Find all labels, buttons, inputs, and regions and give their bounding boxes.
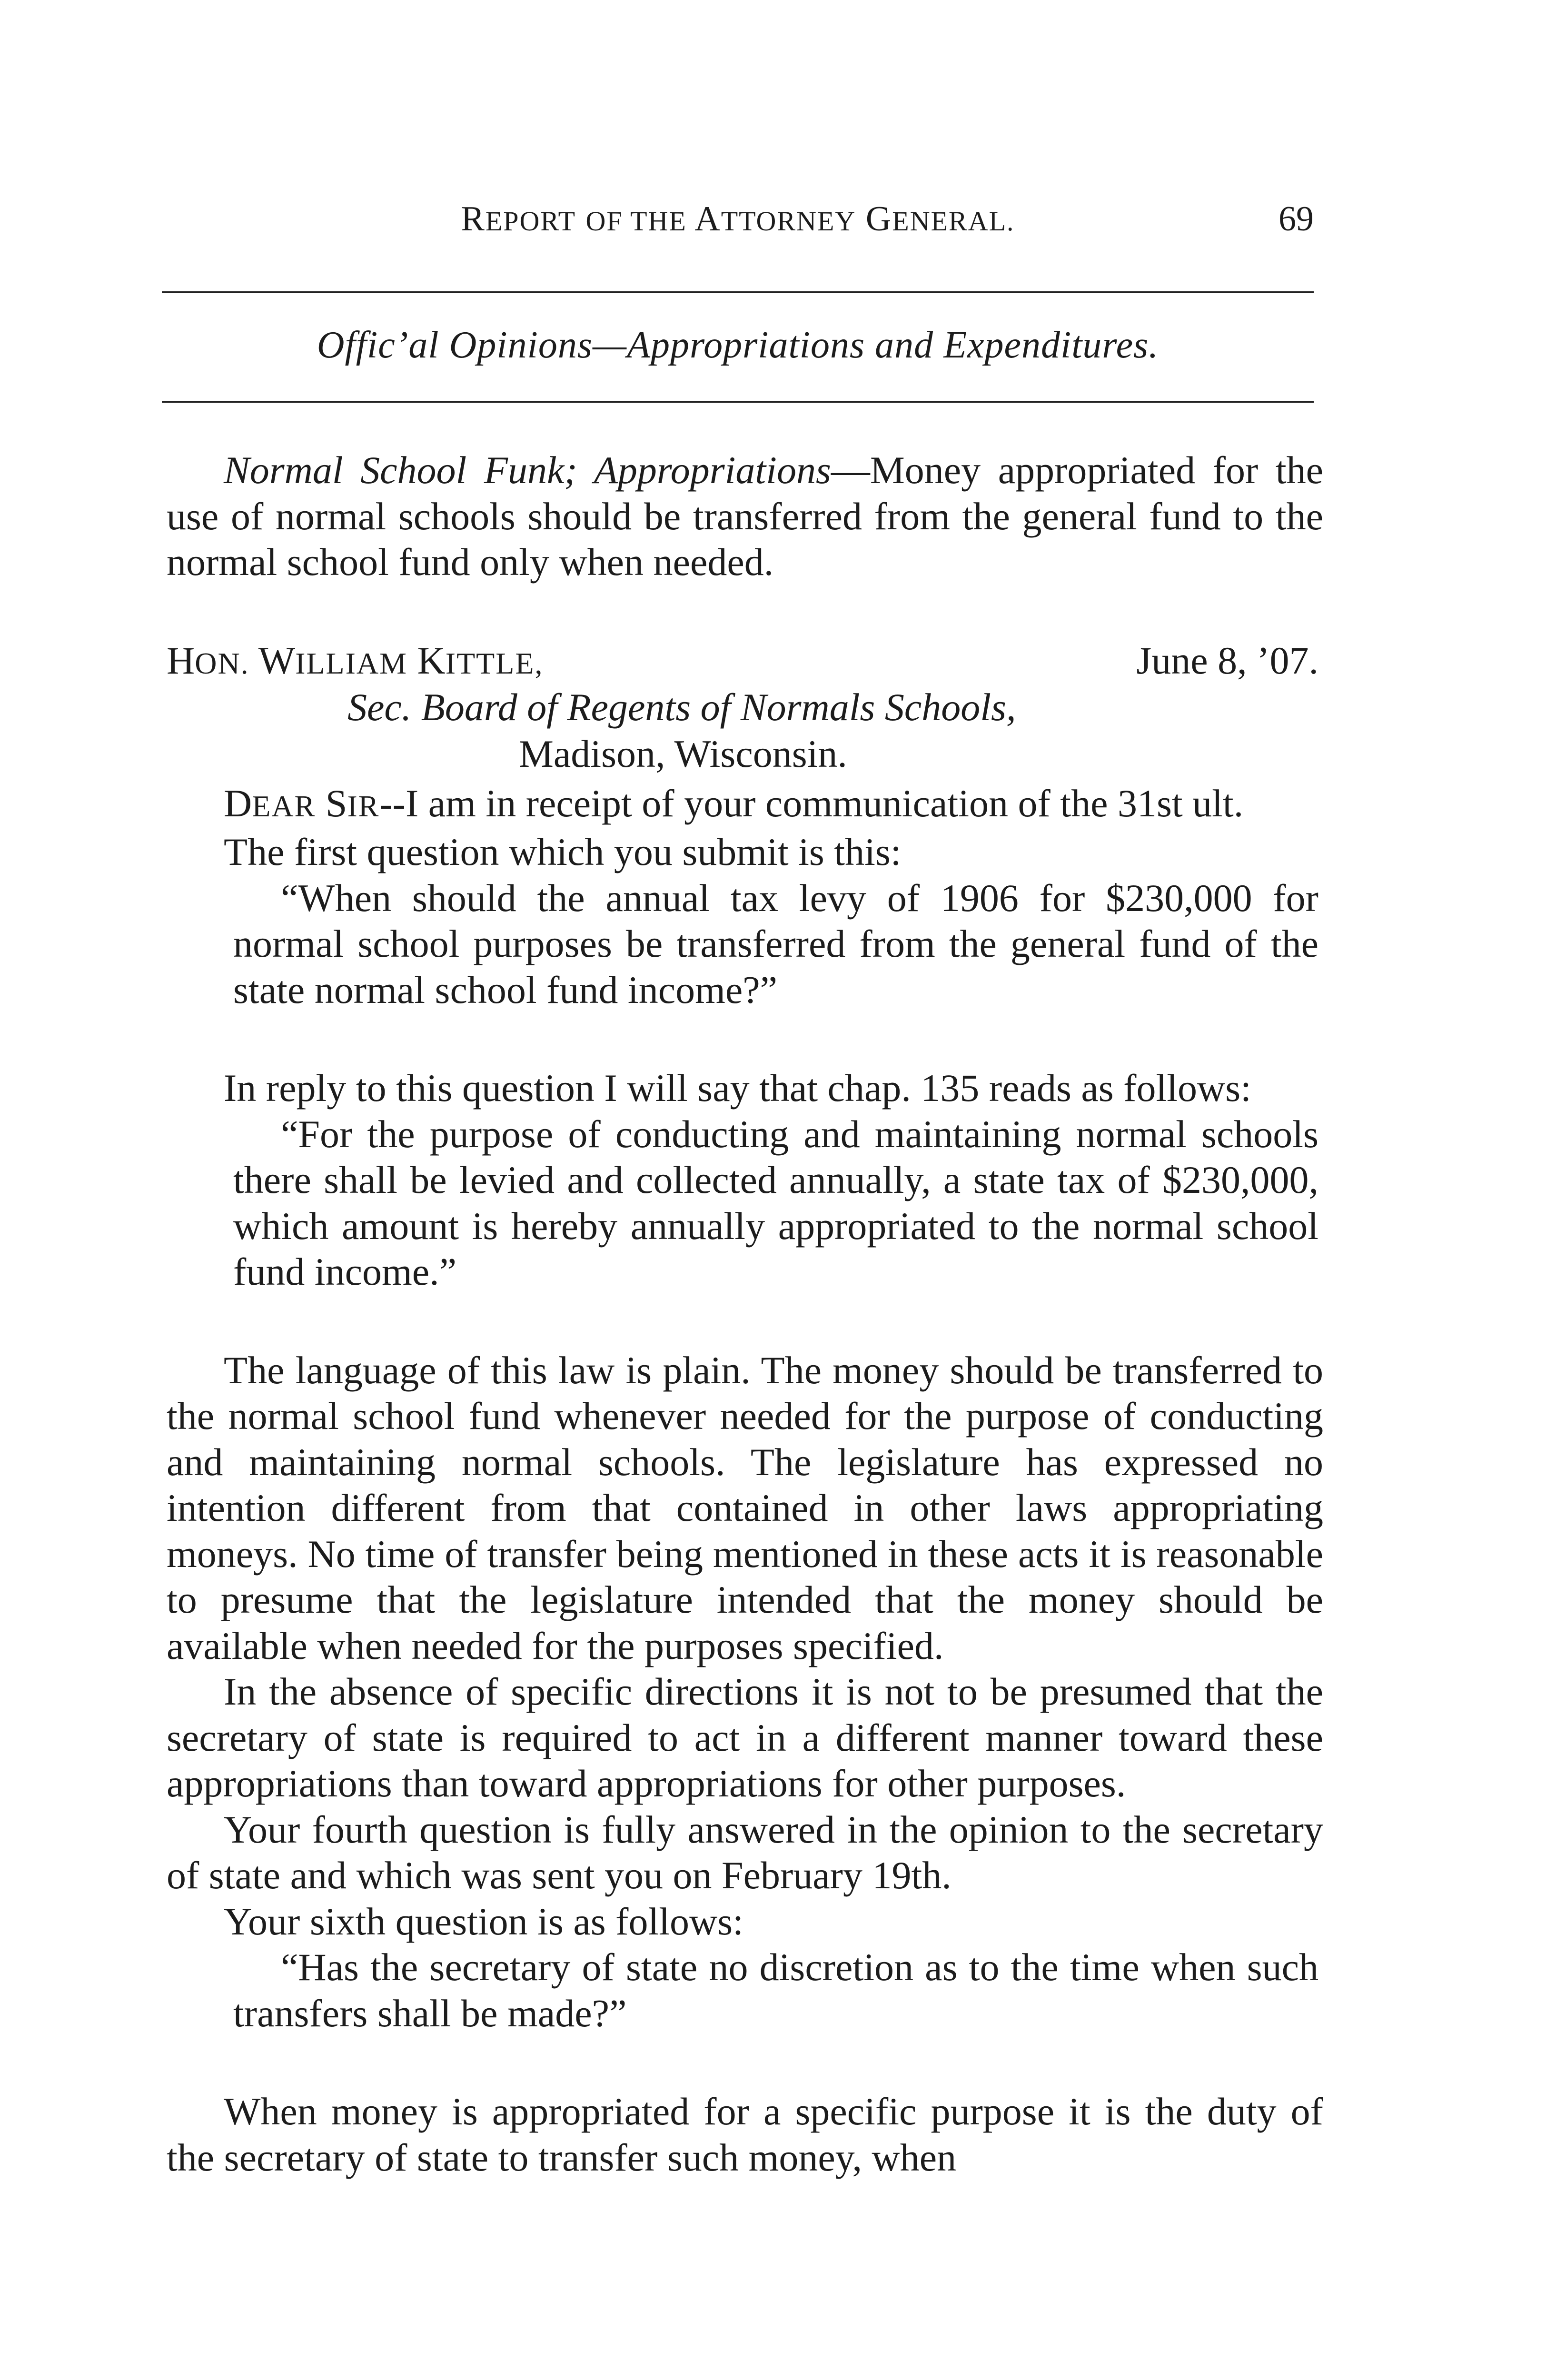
- quote-first-question: “When should the annual tax levy of 1906 for $230,000 for normal school purposes be transferred from the general fund of the state normal school fund income?”: [233, 876, 1318, 1012]
- headnote: [167, 447, 1323, 585]
- salutation-ir: IR: [347, 789, 380, 823]
- quote-sixth-question: “Has the secretary of state no discretion as to the time when such transfers shall be made?”: [233, 1945, 1318, 2035]
- running-head-eport: EPORT: [485, 206, 576, 237]
- addressee-initial-h: H: [167, 638, 195, 682]
- section-title: Offic’al Opinions—Appropriations and Expenditures.: [317, 324, 1159, 366]
- paragraph-language-plain: The language of this law is plain. The money should be transferred to the normal school fund whenever needed for the purpose of conducting and maintaining normal schools. The legislature has expressed no intention different from that contained in other laws appropriating moneys. No time of transfer being mentioned in these acts it is reasonable to presume that the legislature intended that the money should be available when needed for the purposes specified.: [167, 1348, 1323, 1667]
- salutation-text: --I am in receipt of your communication of the 31st ult.: [379, 781, 1244, 825]
- paragraph-absence-directions: In the absence of specific directions it is not to be presumed that the secretary of state is required to act in a different manner toward these appropriations than toward appropriations for other purposes.: [167, 1670, 1323, 1805]
- paragraph-fourth-question: Your fourth question is fully answered in the opinion to the secretary of state and which was sent you on February 19th.: [167, 1807, 1323, 1897]
- addressee-title: Sec. Board of Regents of Normals Schools,: [347, 685, 1016, 729]
- running-head-initial-a: A: [694, 199, 721, 238]
- addressee-initial-w: W: [258, 638, 296, 682]
- addressee-ittle: ITTLE,: [445, 646, 544, 680]
- running-head-ttorney: TTORNEY: [721, 206, 856, 237]
- running-head: [162, 199, 1314, 239]
- addressee-name: [167, 638, 543, 687]
- paragraph-first-question: The first question which you submit is this:: [224, 830, 902, 873]
- quote-block-3: [167, 1944, 1323, 2036]
- addressee-initial-k: K: [417, 638, 446, 682]
- letter-date: June 8, ’07.: [1136, 638, 1318, 682]
- addressee-location: Madison, Wisconsin.: [519, 732, 847, 775]
- page-number: 69: [1278, 199, 1314, 238]
- letter-head: [167, 638, 1323, 781]
- salutation-initial-d: D: [224, 781, 252, 825]
- addressee-illiam: ILLIAM: [295, 646, 408, 680]
- salutation-ear: EAR: [252, 789, 316, 823]
- paragraph-reply: In reply to this question I will say that chap. 135 reads as follows:: [224, 1066, 1251, 1110]
- headnote-topic: Normal School Funk; Appropriations: [224, 448, 831, 492]
- top-rule: [162, 291, 1314, 293]
- salutation-initial-s: S: [325, 781, 347, 825]
- headnote-text: —Money appropriated for the use of normal schools should be transferred from the general fund to the normal school fund only when needed.: [167, 448, 1323, 584]
- bottom-rule: [162, 401, 1314, 403]
- quote-block-2: [167, 1111, 1323, 1295]
- running-head-of-the: OF THE: [585, 206, 687, 237]
- salutation: [167, 781, 1323, 830]
- paragraph-sixth-question: Your sixth question is as follows:: [224, 1899, 743, 1943]
- running-head-initial-r: R: [461, 199, 486, 238]
- quote-chapter-135: “For the purpose of conducting and maintaining normal schools there shall be levied and collected annually, a state tax of $230,000, which amount is hereby annually appropriated to the normal school fund income.”: [233, 1112, 1318, 1293]
- addressee-on: ON.: [195, 646, 249, 680]
- running-head-initial-g: G: [865, 199, 892, 238]
- body-text: [167, 447, 1323, 2181]
- page-header: [162, 199, 1314, 251]
- paragraph-specific-purpose: When money is appropriated for a specific purpose it is the duty of the secretary of state to transfer such money, when: [167, 2090, 1323, 2179]
- quote-block-1: [167, 875, 1323, 1013]
- running-head-eneral: ENERAL.: [892, 206, 1015, 237]
